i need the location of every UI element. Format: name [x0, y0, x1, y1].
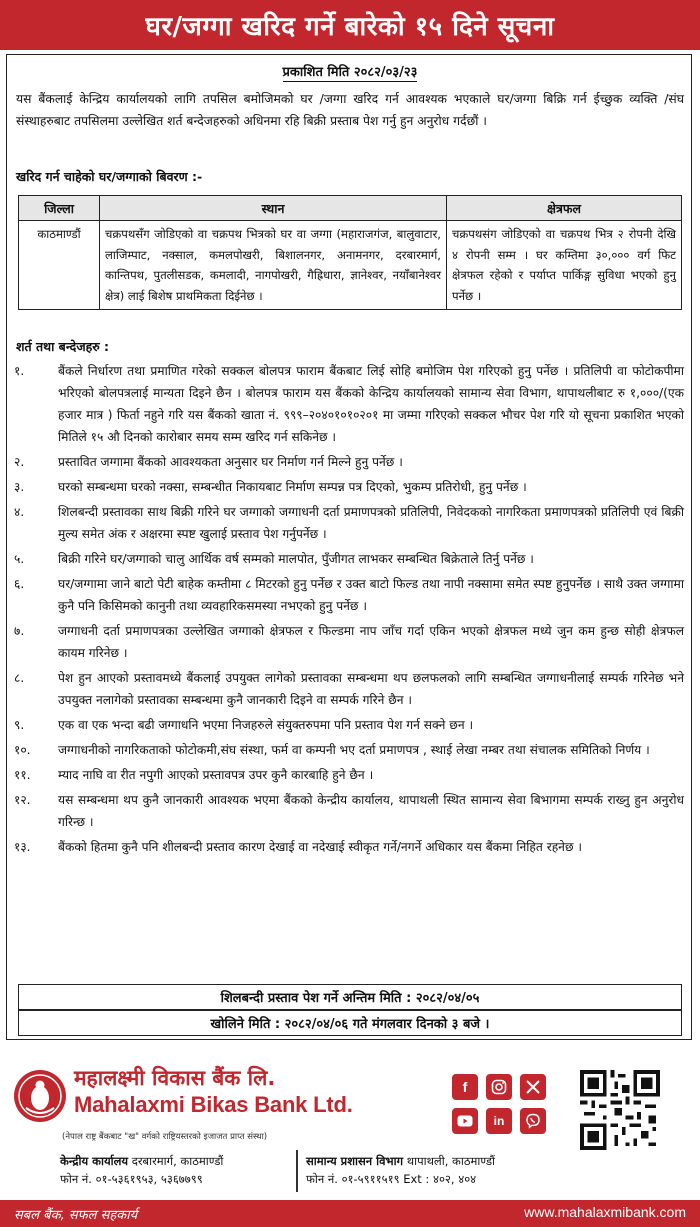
property-details-table: [18, 195, 682, 310]
condition-number: १३.: [14, 840, 31, 854]
admin-office-place: थापाथली, काठमाण्डौं: [403, 1154, 495, 1168]
bank-logo: [12, 1068, 68, 1124]
column-header-location: स्थान: [100, 196, 447, 221]
conditions-list: [10, 360, 684, 861]
condition-item: [10, 739, 684, 761]
bank-name-nepali: महालक्ष्मी विकास बैंक लि.: [74, 1066, 276, 1090]
area-cell: चक्रपथसंग जोडिएको वा चक्रपथ भित्र २ रोपनी देखि ४ रोपनी सम्म । घर कम्तिमा ३०,००० वर्ग फिट क्षेत्रफल रहेको र पर्याप्त पार्किङ्ग सुविधा भएको हुनु पर्नेछ ।: [447, 221, 682, 310]
intro-paragraph: यस बैंकलाई केन्द्रिय कार्यालयको लागि तपसिल बमोजिमको घर /जग्गा खरिद गर्न आवश्यक भएकाले घर/जग्गा बिक्रि गर्न ईच्छुक व्यक्ति /संघ संस्थाहरुबाट तपसिलमा उल्लेखित शर्त बन्देजहरुको अधिनमा रहि बिक्री प्रस्ताब पेश गर्नु हुन अनुरोध गर्दछौं ।: [16, 92, 684, 128]
published-date: [0, 62, 700, 80]
admin-office-address: [306, 1152, 495, 1188]
head-office-address: [60, 1152, 223, 1188]
condition-number: ९.: [14, 718, 25, 732]
condition-item: [10, 451, 684, 473]
viber-icon[interactable]: [520, 1108, 546, 1134]
condition-number: १२.: [14, 793, 31, 807]
linkedin-icon[interactable]: in: [486, 1108, 512, 1134]
condition-number: १.: [14, 364, 25, 378]
condition-text: जग्गाधनीको नागरिकताको फोटोकमी,संघ संस्था, फर्म वा कम्पनी भए दर्ता प्रमाणपत्र , स्थाई लेखा नम्बर तथा संचालक समितिको निर्णय ।: [58, 743, 650, 757]
column-header-area: क्षेत्रफल: [447, 196, 682, 221]
admin-office-line: [306, 1152, 495, 1170]
condition-item: [10, 789, 684, 833]
condition-item: [10, 548, 684, 570]
condition-number: १०.: [14, 743, 31, 757]
condition-text: यस सम्बन्धमा थप कुनै जानकारी आवश्यक भएमा बैंकको केन्द्रीय कार्यालय, थापाथली स्थित सामान्य सेवा बिभागमा सम्पर्क राख्नु हुन अनुरोध गरिन्छ ।: [58, 793, 684, 829]
opening-date: खोलिने मिति : २०८२/०४/०६ गते मंगलवार दिनको ३ बजे ।: [18, 1010, 682, 1036]
details-heading: खरिद गर्न चाहेको घर/जग्गाको बिवरण :-: [16, 169, 203, 184]
condition-text: पेश हुन आएको प्रस्तावमध्ये बैंकलाई उपयुक्त लागेको प्रस्तावका सम्बन्धमा थप छलफलको लागि सम्बन्धित जग्गाधनीलाई सम्पर्क गरिनेछ भने उपयुक्त नलागेको प्रस्तावका सम्बन्धमा कुनै जानकारी दिइने वा सम्पर्क गरिने छैन ।: [58, 671, 684, 707]
website-link[interactable]: www.mahalaxmibank.com: [524, 1204, 686, 1220]
condition-text: बैंकको हितमा कुनै पनि शीलबन्दी प्रस्ताव कारण देखाई वा नदेखाई स्वीकृत गर्ने/नगर्ने अधिकार यस बैंकमा निहित रहनेछ ।: [58, 840, 582, 854]
condition-text: प्रस्तावित जग्गामा बैंकको आवश्यकता अनुसार घर निर्माण गर्न मिल्ने हुनु पर्नेछ ।: [58, 455, 403, 469]
submission-deadline: शिलबन्दी प्रस्ताव पेश गर्ने अन्तिम मिति : २०८२/०४/०५: [18, 984, 682, 1010]
conditions-heading: शर्त तथा बन्देजहरु :: [16, 339, 110, 354]
bank-footer: [0, 1048, 700, 1200]
published-date-text: प्रकाशित मिति २०८२/०३/२३: [282, 65, 418, 80]
head-office-place: दरबारमार्ग, काठमाण्डौं: [128, 1154, 224, 1168]
condition-text: म्याद नाघि वा रीत नपुगी आएको प्रस्तावपत्र उपर कुनै कारबाहि हुने छैन ।: [58, 768, 374, 782]
condition-text: घरको सम्बन्धमा घरको नक्सा, सम्बन्धीत निकायबाट निर्माण सम्पन्न पत्र दिएको, भुकम्प प्रतिरोधी, हुनु पर्नेछ ।: [58, 480, 527, 494]
condition-number: ५.: [14, 552, 25, 566]
condition-text: जग्गाधनी दर्ता प्रमाणपत्रका उल्लेखित जग्गाको क्षेत्रफल र फिल्डमा नाप जाँच गर्दा एकिन भएको क्षेत्रफल मध्ये जुन कम हुन्छ सोही क्षेत्रफल कायम गरिनेछ ।: [58, 624, 684, 660]
admin-office-label: सामान्य प्रशासन विभाग: [306, 1154, 404, 1168]
condition-item: [10, 501, 684, 545]
condition-number: २.: [14, 455, 25, 469]
social-links: [452, 1074, 552, 1134]
condition-number: ३.: [14, 480, 25, 494]
condition-number: ८.: [14, 671, 25, 685]
facebook-icon[interactable]: f: [452, 1074, 478, 1100]
head-office-line: [60, 1152, 223, 1170]
condition-item: [10, 836, 684, 858]
table-row: [19, 221, 682, 310]
youtube-icon[interactable]: [452, 1108, 478, 1134]
notice-title: घर/जग्गा खरिद गर्ने बारेको १५ दिने सूचना: [0, 0, 700, 50]
x-icon[interactable]: [520, 1074, 546, 1100]
address-divider: [296, 1150, 298, 1192]
condition-text: घर/जग्गामा जाने बाटो पेटी बाहेक कम्तीमा ८ मिटरको हुनु पर्नेछ र उक्त बाटो फिल्ड तथा नापी नक्सामा समेत स्पष्ट हुनुपर्नेछ । साथै उक्त जग्गामा कुनै पनि किसिमको कानुनी तथा व्यवहारिकसमस्या नभएको हुनु पर्नेछ ।: [58, 577, 684, 613]
tagline: सबल बैंक, सफल सहकार्य: [14, 1208, 138, 1223]
condition-number: ११.: [14, 768, 31, 782]
head-office-phone: फोन नं. ०१-५३६१९५३, ५३६७७९९: [60, 1172, 203, 1186]
footer-bar: [0, 1200, 700, 1227]
condition-text: बैंकले निर्धारण तथा प्रमाणित गरेको सक्कल बोलपत्र फाराम बैंकबाट लिई सोहि बमोजिम पेश गरिएको हुनु पर्नेछ । प्रतिलिपी वा फोटोकपीमा भरिएको बोलपत्रलाई मान्यता दिइने छैन । बोलपत्र फाराम यस बैंकको केन्द्रिय कार्यालयको सामान्य सेवा विभाग, थापाथलीबाट रु १,०००/(एक हजार मात्र ) फिर्ता नहुने गरि यस बैंकको खाता नं. ९९९–२०४०१०१०२०१ मा जम्मा गरिएको सक्कल भौचर पेश गरि यो सूचना प्रकाशित भएको मितिले १५ औ दिनको कारोबार समय सम्म खरिद गर्न सकिनेछ ।: [58, 364, 684, 444]
head-office-label: केन्द्रीय कार्यालय: [60, 1154, 129, 1168]
condition-number: ६.: [14, 577, 25, 591]
condition-text: बिक्री गरिने घर/जग्गाको चालु आर्थिक वर्ष सम्मको मालपोत, पुँजीगत लाभकर सम्बन्धित बिक्रेताले तिर्नु पर्नेछ ।: [58, 552, 534, 566]
condition-number: ७.: [14, 624, 25, 638]
bank-name-english: Mahalaxmi Bikas Bank Ltd.: [74, 1092, 353, 1117]
district-cell: काठमाण्डौं: [19, 221, 100, 310]
table-header-row: [19, 196, 682, 221]
condition-item: [10, 667, 684, 711]
instagram-icon[interactable]: [486, 1074, 512, 1100]
condition-item: [10, 360, 684, 448]
condition-number: ४.: [14, 505, 25, 519]
qr-code: [580, 1070, 660, 1150]
condition-text: शिलबन्दी प्रस्तावका साथ बिक्री गरिने घर जग्गाको जग्गाधनी दर्ता प्रमाणपत्रको प्रतिलिपी, निवेदकको नागरिकता प्रमाणपत्रको प्रतिलिपी एवं बिक्री मुल्य समेत अंक र अक्षरमा स्पष्ट खुलाई प्रस्ताव पेश गर्नुपर्नेछ ।: [58, 505, 684, 541]
condition-text: एक वा एक भन्दा बढी जग्गाधनि भएमा निजहरुले संयुक्तरुपमा पनि प्रस्ताव पेश गर्न सक्ने छन ।: [58, 718, 474, 732]
location-cell: चक्रपथसँग जोडिएको वा चक्रपथ भित्रको घर वा जग्गा (महाराजगंज, बालुवाटार, लाजिम्पाट, नक्साल, कमलपोखरी, बिशालनगर, अनामनगर, दरबारमार्ग, कान्तिपथ, पुतलीसडक, कमलादी, नागपोखरी, गैह्रिधारा, ज्ञानेश्वर, नयाँबानेश्वर क्षेत्र) लाई बिशेष प्राथमिकता दिईनेछ ।: [100, 221, 447, 310]
condition-item: [10, 714, 684, 736]
bank-license-note: (नेपाल राष्ट्र बैंकबाट "ख" वर्गको राष्ट्रियस्तरको इजाजत प्राप्त संस्था): [62, 1132, 268, 1142]
column-header-district: जिल्ला: [19, 196, 100, 221]
admin-office-phone: फोन नं. ०१-५९११५१९ Ext : ४०२, ४०४: [306, 1172, 477, 1186]
condition-item: [10, 573, 684, 617]
condition-item: [10, 620, 684, 664]
condition-item: [10, 764, 684, 786]
condition-item: [10, 476, 684, 498]
